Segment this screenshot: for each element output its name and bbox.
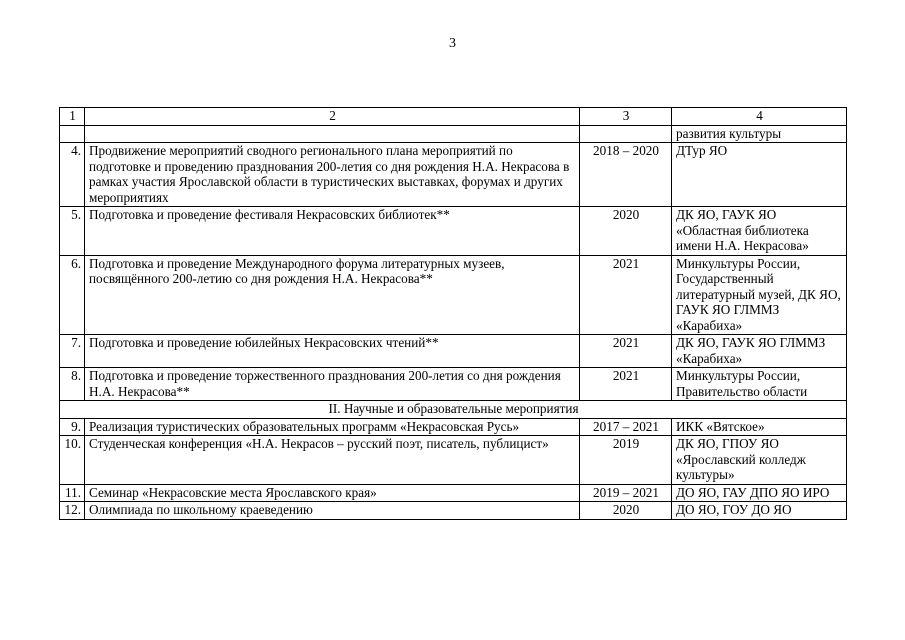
- organizer-cell: развития культуры: [672, 125, 847, 143]
- page-number: 3: [449, 36, 456, 51]
- years-cell: 2021: [580, 335, 672, 368]
- column-number-1: 1: [60, 108, 85, 126]
- table-row: [60, 484, 847, 502]
- event-cell: Реализация туристических образовательных программ «Некрасовская Русь»: [85, 418, 580, 436]
- section-row: [60, 401, 847, 419]
- organizer-cell: ДТур ЯО: [672, 143, 847, 207]
- organizer-cell: ИКК «Вятское»: [672, 418, 847, 436]
- years-cell: 2017 – 2021: [580, 418, 672, 436]
- organizer-cell: ДК ЯО, ГПОУ ЯО «Ярославский колледж культуры»: [672, 436, 847, 485]
- continuation-row: [60, 125, 847, 143]
- row-number-cell: 10.: [60, 436, 85, 485]
- organizer-cell: ДК ЯО, ГАУК ЯО ГЛММЗ «Карабиха»: [672, 335, 847, 368]
- years-cell: [580, 125, 672, 143]
- event-cell: Студенческая конференция «Н.А. Некрасов – русский поэт, писатель, публицист»: [85, 436, 580, 485]
- event-cell: Семинар «Некрасовские места Ярославского края»: [85, 484, 580, 502]
- organizer-cell: ДО ЯО, ГАУ ДПО ЯО ИРО: [672, 484, 847, 502]
- organizer-cell: Минкультуры России, Государственный литературный музей, ДК ЯО, ГАУК ЯО ГЛММЗ «Карабиха»: [672, 255, 847, 335]
- row-number-cell: 9.: [60, 418, 85, 436]
- years-cell: 2021: [580, 368, 672, 401]
- row-number-cell: 12.: [60, 502, 85, 520]
- table-row: [60, 143, 847, 207]
- table-row: [60, 255, 847, 335]
- table-row: [60, 335, 847, 368]
- years-cell: 2021: [580, 255, 672, 335]
- column-number-row: [60, 108, 847, 126]
- row-number-cell: 7.: [60, 335, 85, 368]
- event-cell: [85, 125, 580, 143]
- row-number-cell: 6.: [60, 255, 85, 335]
- years-cell: 2020: [580, 207, 672, 256]
- table-row: [60, 368, 847, 401]
- years-cell: 2019 – 2021: [580, 484, 672, 502]
- event-cell: Продвижение мероприятий сводного регионального плана мероприятий по подготовке и проведению празднования 200-летия со дня рождения Н.А. Некрасова в рамках участия Ярославской области в туристических выставках, форумах и других мероприятиях: [85, 143, 580, 207]
- column-number-2: 2: [85, 108, 580, 126]
- years-cell: 2018 – 2020: [580, 143, 672, 207]
- years-cell: 2019: [580, 436, 672, 485]
- section-title: II. Научные и образовательные мероприятия: [60, 401, 847, 419]
- event-cell: Подготовка и проведение торжественного празднования 200-летия со дня рождения Н.А. Некрасова**: [85, 368, 580, 401]
- column-number-4: 4: [672, 108, 847, 126]
- event-cell: Олимпиада по школьному краеведению: [85, 502, 580, 520]
- table-row: [60, 418, 847, 436]
- table-row: [60, 436, 847, 485]
- organizer-cell: Минкультуры России, Правительство области: [672, 368, 847, 401]
- event-cell: Подготовка и проведение юбилейных Некрасовских чтений**: [85, 335, 580, 368]
- events-table: [59, 107, 847, 520]
- row-number-cell: 11.: [60, 484, 85, 502]
- column-number-3: 3: [580, 108, 672, 126]
- row-number-cell: 5.: [60, 207, 85, 256]
- row-number-cell: 8.: [60, 368, 85, 401]
- event-cell: Подготовка и проведение Международного форума литературных музеев, посвящённого 200-летию со дня рождения Н.А. Некрасова**: [85, 255, 580, 335]
- event-cell: Подготовка и проведение фестиваля Некрасовских библиотек**: [85, 207, 580, 256]
- years-cell: 2020: [580, 502, 672, 520]
- row-number-cell: [60, 125, 85, 143]
- organizer-cell: ДК ЯО, ГАУК ЯО «Областная библиотека имени Н.А. Некрасова»: [672, 207, 847, 256]
- table-row: [60, 207, 847, 256]
- table-row: [60, 502, 847, 520]
- row-number-cell: 4.: [60, 143, 85, 207]
- organizer-cell: ДО ЯО, ГОУ ДО ЯО: [672, 502, 847, 520]
